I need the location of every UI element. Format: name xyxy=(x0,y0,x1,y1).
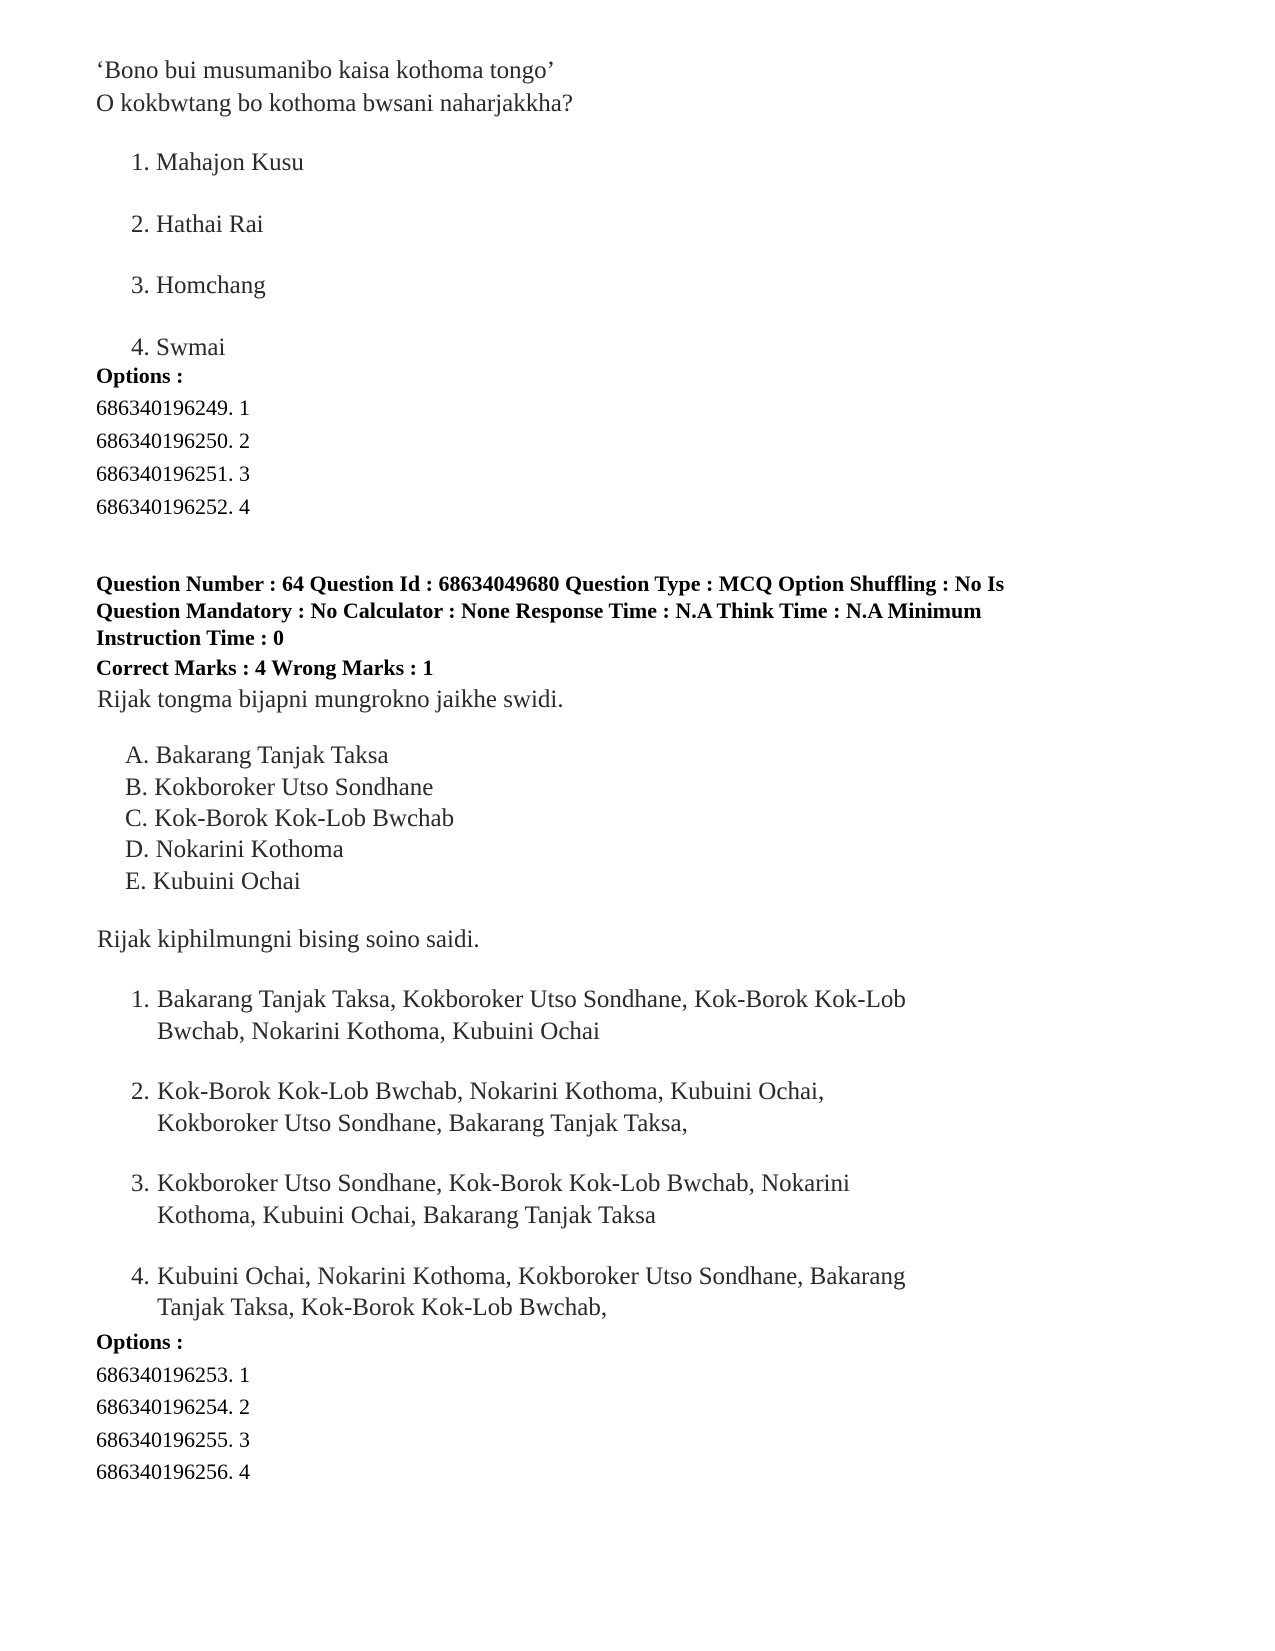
q64-choice-4-number: 4. xyxy=(131,1263,150,1290)
q64-marks: Correct Marks : 4 Wrong Marks : 1 xyxy=(96,655,434,680)
q63-stem-line-2: O kokbwtang bo kothoma bwsani naharjakkha? xyxy=(96,90,573,117)
q63-choice-4 xyxy=(131,335,225,360)
q64-option-id-3: 686340196255. 3 xyxy=(96,1427,250,1452)
q63-choice-text: Hathai Rai xyxy=(156,211,264,238)
q64-item-letter: C. xyxy=(125,805,148,832)
q64-choice-3-number: 3. xyxy=(131,1170,150,1197)
q64-instruction: Rijak kiphilmungni bising soino saidi. xyxy=(97,926,480,953)
q63-choice-3 xyxy=(131,273,266,298)
q63-choice-number: 2. xyxy=(131,211,150,238)
q64-item-text: Bakarang Tanjak Taksa xyxy=(155,742,389,769)
q64-item-text: Kok-Borok Kok-Lob Bwchab xyxy=(154,805,455,832)
q64-item-e xyxy=(125,869,301,894)
q64-meta-line-3: Instruction Time : 0 xyxy=(96,625,285,650)
q63-option-id-3: 686340196251. 3 xyxy=(96,461,250,486)
q63-option-id-1: 686340196249. 1 xyxy=(96,395,250,420)
q64-item-letter: A. xyxy=(125,742,150,769)
q64-item-letter: B. xyxy=(125,774,148,801)
q64-item-text: Kokboroker Utso Sondhane xyxy=(154,774,434,801)
q64-item-text: Kubuini Ochai xyxy=(152,868,301,895)
q63-choice-text: Mahajon Kusu xyxy=(156,149,304,176)
q64-choice-1-line-2: Bwchab, Nokarini Kothoma, Kubuini Ochai xyxy=(157,1018,600,1045)
q63-options-label: Options : xyxy=(96,363,184,388)
q64-item-d xyxy=(125,837,344,862)
q64-item-letter: E. xyxy=(125,868,147,895)
q64-option-id-1: 686340196253. 1 xyxy=(96,1362,250,1387)
q63-option-id-2: 686340196250. 2 xyxy=(96,428,250,453)
q64-stem: Rijak tongma bijapni mungrokno jaikhe swidi. xyxy=(97,686,564,713)
q64-choice-2-line-1: Kok-Borok Kok-Lob Bwchab, Nokarini Kothoma, Kubuini Ochai, xyxy=(157,1078,825,1105)
q64-choice-2-number: 2. xyxy=(131,1078,150,1105)
q63-choice-number: 3. xyxy=(131,272,150,299)
q64-choice-4-line-2: Tanjak Taksa, Kok-Borok Kok-Lob Bwchab, xyxy=(157,1294,608,1321)
q64-item-text: Nokarini Kothoma xyxy=(155,836,344,863)
q64-choice-1-number: 1. xyxy=(131,986,150,1013)
q64-meta-line-1: Question Number : 64 Question Id : 68634049680 Question Type : MCQ Option Shuffling : No Is xyxy=(96,571,1005,596)
q64-item-b xyxy=(125,775,433,800)
q64-item-a xyxy=(125,743,389,768)
q64-choice-3-line-1: Kokboroker Utso Sondhane, Kok-Borok Kok-Lob Bwchab, Nokarini xyxy=(157,1170,850,1197)
q64-option-id-2: 686340196254. 2 xyxy=(96,1394,250,1419)
q64-meta-line-2: Question Mandatory : No Calculator : None Response Time : N.A Think Time : N.A Minimum xyxy=(96,598,982,623)
q63-stem-line-1: ‘Bono bui musumanibo kaisa kothoma tongo’ xyxy=(96,57,555,84)
q63-choice-number: 4. xyxy=(131,334,150,361)
q63-choice-text: Swmai xyxy=(156,334,226,361)
q63-choice-text: Homchang xyxy=(156,272,266,299)
q64-item-c xyxy=(125,806,454,831)
q64-choice-3-line-2: Kothoma, Kubuini Ochai, Bakarang Tanjak Taksa xyxy=(157,1202,656,1229)
q64-choice-4-line-1: Kubuini Ochai, Nokarini Kothoma, Kokboroker Utso Sondhane, Bakarang xyxy=(157,1263,906,1290)
q64-choice-1-line-1: Bakarang Tanjak Taksa, Kokboroker Utso Sondhane, Kok-Borok Kok-Lob xyxy=(157,986,906,1013)
q63-option-id-4: 686340196252. 4 xyxy=(96,494,250,519)
q63-choice-number: 1. xyxy=(131,149,150,176)
q64-option-id-4: 686340196256. 4 xyxy=(96,1459,250,1484)
q64-options-label: Options : xyxy=(96,1329,184,1354)
q64-item-letter: D. xyxy=(125,836,150,863)
q63-choice-1 xyxy=(131,150,304,175)
q63-choice-2 xyxy=(131,212,264,237)
q64-choice-2-line-2: Kokboroker Utso Sondhane, Bakarang Tanjak Taksa, xyxy=(157,1110,688,1137)
